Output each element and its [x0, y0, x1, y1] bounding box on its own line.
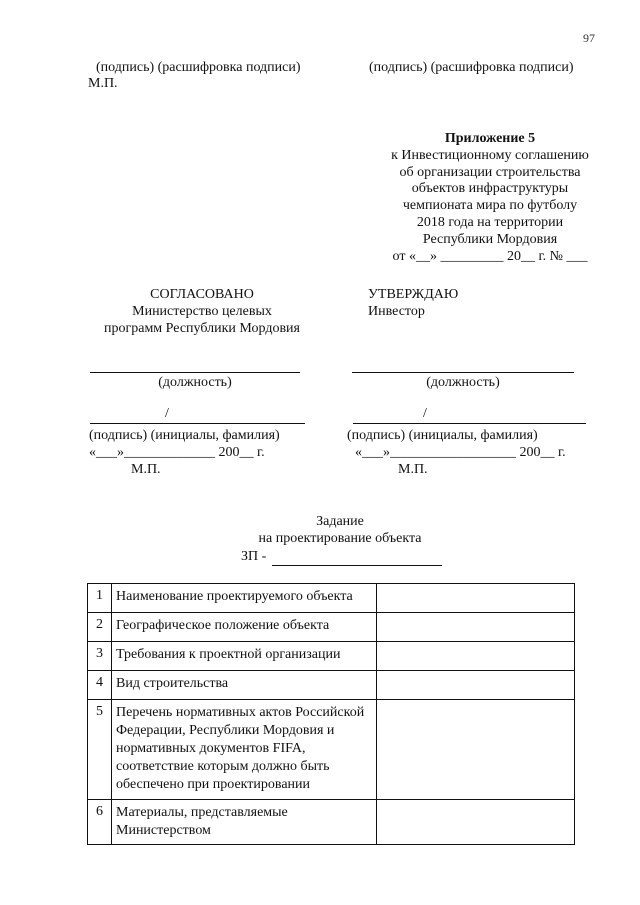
- sign-caption-right: (подпись) (инициалы, фамилия): [347, 428, 538, 443]
- date-line-right: «___»__________________ 200__ г.: [355, 445, 566, 460]
- appendix-line: Республики Мордовия: [422, 231, 558, 247]
- position-caption-right: (должность): [426, 375, 500, 390]
- task-title: Задание: [316, 514, 364, 529]
- row-value-cell[interactable]: [377, 700, 575, 800]
- approval-left-org-line1: Министерство целевых: [132, 303, 272, 319]
- top-stamp: М.П.: [88, 76, 118, 91]
- table-row: [88, 642, 575, 671]
- row-name: Наименование проектируемого объекта: [112, 584, 377, 613]
- appendix-line: объектов инфраструктуры: [411, 181, 569, 197]
- task-code-line: [272, 565, 442, 566]
- sign-slash-left: /: [165, 406, 169, 421]
- row-value-cell[interactable]: [377, 671, 575, 700]
- date-line-left: «___»_____________ 200__ г.: [89, 445, 265, 460]
- row-name: Вид строительства: [112, 671, 377, 700]
- approval-right-org-line1: Инвестор: [368, 303, 425, 319]
- approval-right-header: [368, 287, 458, 321]
- top-signature-caption-right: (подпись) (расшифровка подписи): [369, 60, 574, 75]
- appendix-block: [350, 131, 630, 265]
- stamp-right: М.П.: [398, 462, 428, 477]
- table-row: [88, 613, 575, 642]
- sign-slash-right: /: [423, 406, 427, 421]
- stamp-left: М.П.: [131, 462, 161, 477]
- task-subtitle: на проектирование объекта: [258, 530, 422, 546]
- approval-left-header: [88, 287, 316, 337]
- position-line-left: [90, 372, 300, 373]
- table-row: [88, 671, 575, 700]
- position-caption-left: (должность): [158, 375, 232, 390]
- table-row: [88, 700, 575, 800]
- row-value-cell[interactable]: [377, 800, 575, 845]
- appendix-title: Приложение 5: [444, 131, 536, 146]
- appendix-line: от «__» _________ 20__ г. № ___: [392, 248, 588, 264]
- appendix-line: чемпионата мира по футболу: [402, 198, 578, 214]
- row-value-cell[interactable]: [377, 584, 575, 613]
- row-value-cell[interactable]: [377, 613, 575, 642]
- sign-line-left: [90, 423, 305, 424]
- row-number: 2: [88, 613, 112, 642]
- row-name: Перечень нормативных актов Российской Федерации, Республики Мордовия и нормативных документов FIFA, соответствие которым должно быть обеспечено при проектировании: [112, 700, 377, 800]
- row-number: 1: [88, 584, 112, 613]
- appendix-line: об организации строительства: [399, 164, 581, 180]
- appendix-line: 2018 года на территории: [416, 214, 564, 230]
- top-signature-caption-left: (подпись) (расшифровка подписи): [96, 60, 301, 75]
- sign-line-right: [353, 423, 586, 424]
- row-number: 3: [88, 642, 112, 671]
- page-number: 97: [583, 31, 595, 45]
- table-row: [88, 584, 575, 613]
- task-code-label: ЗП -: [241, 549, 267, 564]
- approval-left-org-line2: программ Республики Мордовия: [104, 320, 300, 336]
- row-number: 6: [88, 800, 112, 845]
- row-number: 4: [88, 671, 112, 700]
- sign-caption-left: (подпись) (инициалы, фамилия): [89, 428, 280, 443]
- task-heading: [200, 514, 480, 548]
- row-value-cell[interactable]: [377, 642, 575, 671]
- row-name: Требования к проектной организации: [112, 642, 377, 671]
- position-line-right: [352, 372, 574, 373]
- approval-left-heading: СОГЛАСОВАНО: [150, 287, 254, 302]
- row-name: Географическое положение объекта: [112, 613, 377, 642]
- appendix-line: к Инвестиционному соглашению: [391, 147, 589, 163]
- task-table: [87, 583, 575, 845]
- approval-right-heading: УТВЕРЖДАЮ: [368, 287, 459, 302]
- row-name: Материалы, представляемые Министерством: [112, 800, 377, 845]
- table-row: [88, 800, 575, 845]
- row-number: 5: [88, 700, 112, 800]
